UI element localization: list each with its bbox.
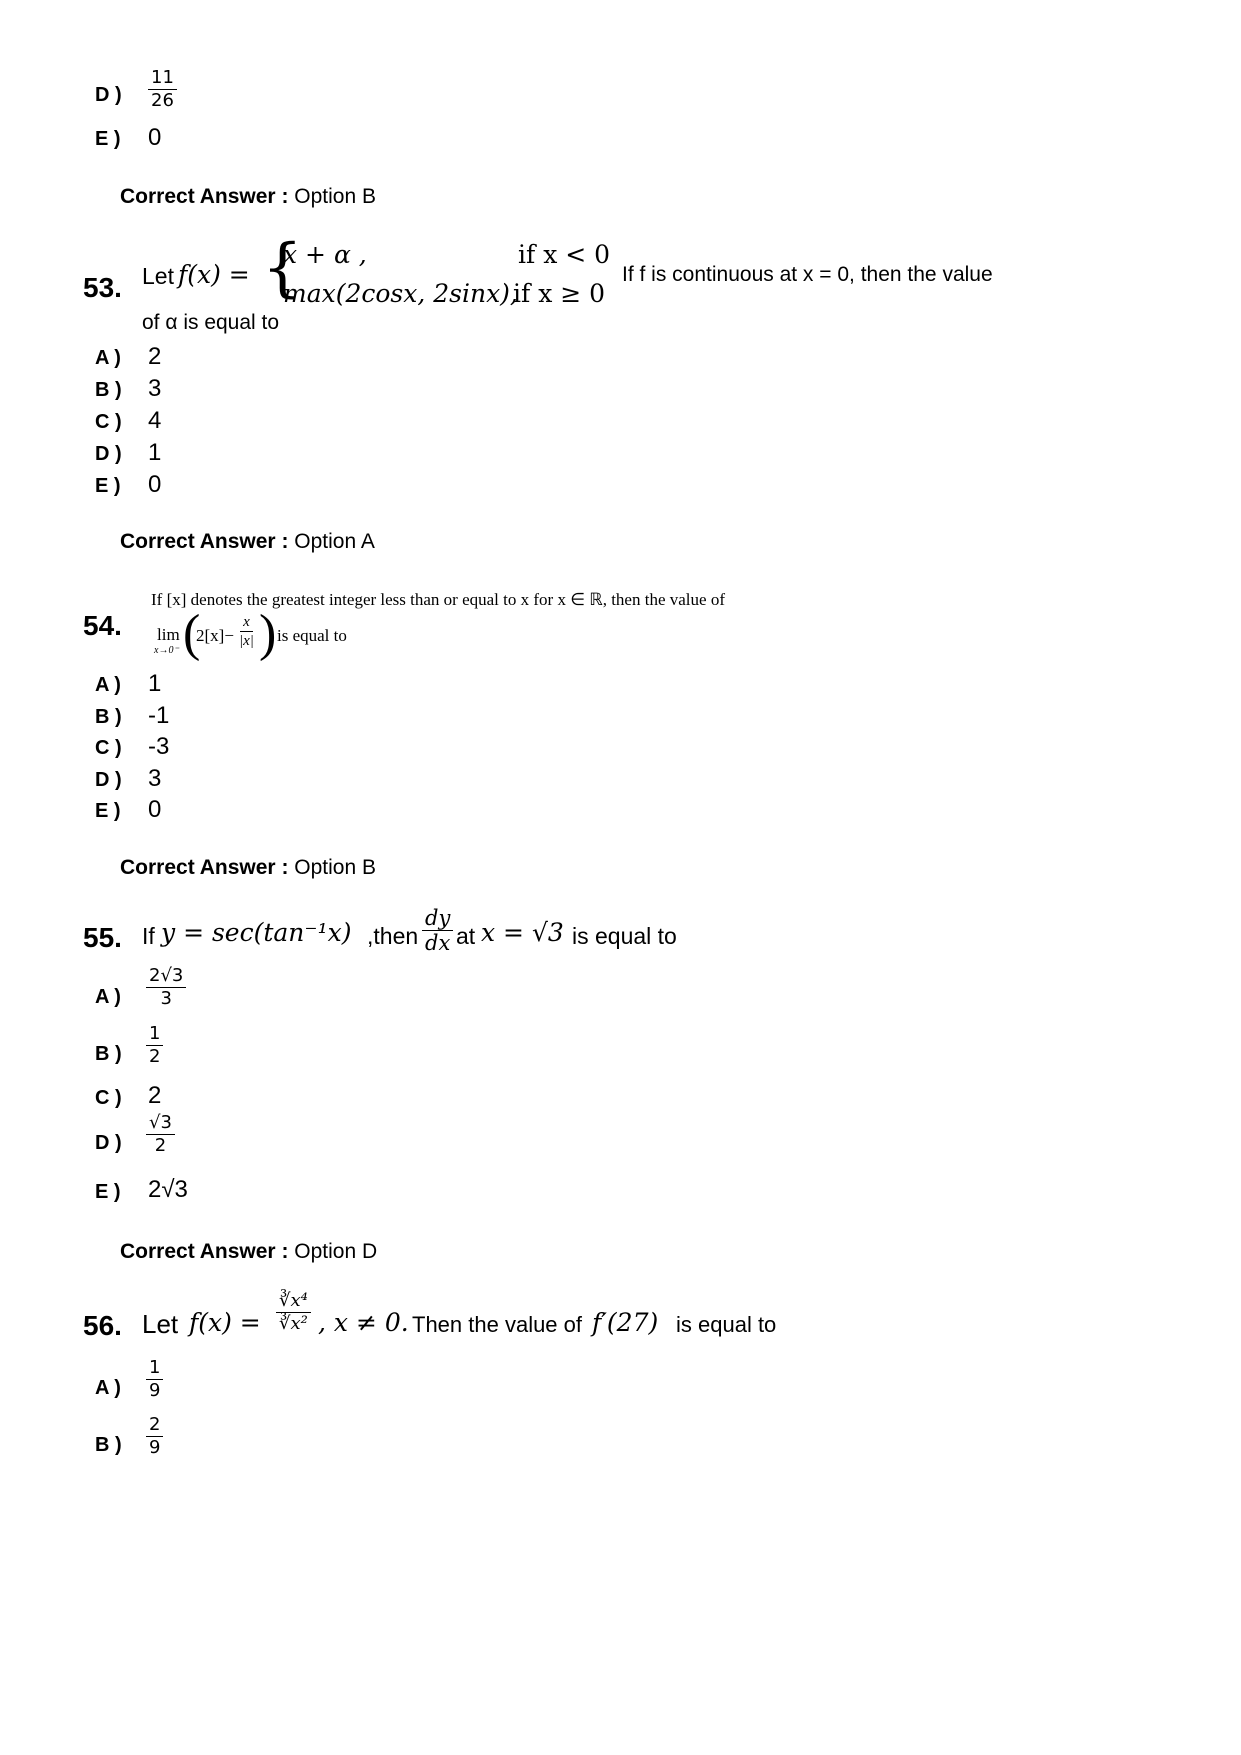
fraction-denominator: 9 (149, 1379, 161, 1401)
option-value-d: 1 (148, 439, 162, 466)
option-letter-d: D ) (95, 769, 122, 791)
case1-condition: if x < 0 (518, 240, 611, 269)
option-letter-d: D ) (95, 84, 122, 106)
fraction-numerator: 1 (146, 1024, 163, 1046)
question-if: If (142, 923, 155, 949)
option-value-e: 2√3 (148, 1176, 188, 1203)
limit-fraction (236, 614, 257, 650)
option-letter-d: D ) (95, 443, 122, 465)
fraction-denominator: |x| (239, 633, 254, 650)
option-letter-d: D ) (95, 1132, 122, 1154)
option-value-c: 2 (148, 1082, 162, 1109)
answer-value: Option B (294, 185, 376, 208)
left-paren: ( (183, 605, 201, 662)
option-letter-b: B ) (95, 706, 122, 728)
fraction-denominator: 3 (160, 987, 172, 1009)
option-letter-c: C ) (95, 411, 122, 433)
option-letter-b: B ) (95, 379, 122, 401)
option-value-e: 0 (148, 124, 162, 151)
question-tail: is equal to (572, 923, 677, 949)
question-number: 55. (83, 922, 122, 953)
right-paren: ) (259, 605, 277, 662)
correct-answer (120, 856, 376, 880)
fraction-numerator: x (240, 614, 253, 632)
question-let: Let (142, 1309, 179, 1339)
fraction-numerator: 1 (146, 1358, 163, 1380)
question-line1: If [x] denotes the greatest integer less than or equal to x for x ∈ ℝ, then the value of (151, 590, 725, 609)
fraction-numerator: dy (422, 906, 453, 931)
left-brace: { (262, 231, 303, 305)
option-value-b (146, 1024, 163, 1067)
option-letter-e: E ) (95, 1181, 121, 1203)
function-label: f(x) = (189, 1308, 261, 1337)
question-line2: of α is equal to (142, 311, 280, 334)
function-label: f(x) = (178, 260, 250, 289)
limit-label: lim (157, 625, 180, 644)
question-tail: is equal to (277, 626, 347, 645)
answer-value: Option D (294, 1240, 378, 1263)
option-value-b: -1 (148, 702, 170, 729)
question-then: ,then (367, 923, 419, 949)
option-value-a: 1 (148, 670, 162, 697)
answer-value: Option B (294, 856, 376, 879)
correct-answer (120, 185, 376, 209)
option-value-c: 4 (148, 407, 162, 434)
question-tail: If f is continuous at x = 0, then the value (622, 263, 993, 286)
option-letter-e: E ) (95, 128, 121, 150)
option-value-e: 0 (148, 796, 162, 823)
option-letter-a: A ) (95, 1377, 121, 1399)
option-letter-b: B ) (95, 1434, 122, 1456)
option-letter-a: A ) (95, 674, 121, 696)
derivative-fraction (422, 906, 453, 956)
question-at: at (456, 923, 476, 949)
option-value-e: 0 (148, 471, 162, 498)
correct-answer (120, 530, 375, 554)
option-value-b: 3 (148, 375, 162, 402)
fraction-numerator: 2√3 (146, 966, 186, 988)
fraction-denominator: 26 (151, 89, 174, 111)
question-text: Then the value of (412, 1312, 583, 1337)
option-letter-c: C ) (95, 1087, 122, 1109)
fraction-numerator: ∛x⁴ (276, 1291, 311, 1313)
fraction-denominator: 2 (149, 1045, 161, 1067)
point-expression: x = √3 (481, 918, 564, 947)
option-value-b (146, 1415, 163, 1458)
limit-subscript: x→0⁻ (154, 645, 179, 656)
function-condition: , x ≠ 0. (318, 1308, 409, 1337)
option-letter-a: A ) (95, 986, 121, 1008)
case2-condition: if x ≥ 0 (513, 279, 606, 308)
fraction-numerator: 11 (148, 68, 177, 90)
fraction-numerator: √3 (146, 1113, 175, 1135)
option-value-a: 2 (148, 343, 162, 370)
option-value-a (146, 966, 186, 1009)
answer-value: Option A (294, 530, 375, 553)
question-let: Let (142, 263, 174, 289)
option-value-c: -3 (148, 733, 170, 760)
option-letter-a: A ) (95, 347, 121, 369)
option-letter-b: B ) (95, 1043, 122, 1065)
limit-expression: 2[x]− (196, 626, 234, 645)
question-number: 54. (83, 610, 122, 641)
answer-label: Correct Answer : (120, 856, 289, 879)
option-value-d: 3 (148, 765, 162, 792)
answer-label: Correct Answer : (120, 530, 289, 553)
fraction-denominator: 2 (154, 1134, 167, 1156)
question-number: 53. (83, 272, 122, 303)
option-letter-c: C ) (95, 737, 122, 759)
fraction-numerator: 2 (146, 1415, 163, 1437)
option-letter-e: E ) (95, 800, 121, 822)
option-value-d (148, 68, 177, 111)
case1-expression: x + α , (283, 240, 367, 269)
fraction-denominator: dx (425, 931, 451, 956)
option-letter-e: E ) (95, 475, 121, 497)
case2-expression: max(2cosx, 2sinx), (283, 279, 518, 308)
question-tail: is equal to (676, 1312, 777, 1337)
question-number: 56. (83, 1310, 122, 1341)
fraction-denominator: ∛x² (279, 1312, 308, 1334)
option-value-d (146, 1113, 175, 1156)
function-fraction (276, 1291, 311, 1334)
correct-answer (120, 1240, 377, 1264)
fraction-denominator: 9 (149, 1436, 161, 1458)
answer-label: Correct Answer : (120, 185, 289, 208)
option-value-a (146, 1358, 163, 1401)
derivative-expression: f′(27) (592, 1308, 659, 1337)
answer-label: Correct Answer : (120, 1240, 289, 1263)
function-expression: y = sec(tan⁻¹x) (161, 918, 352, 947)
